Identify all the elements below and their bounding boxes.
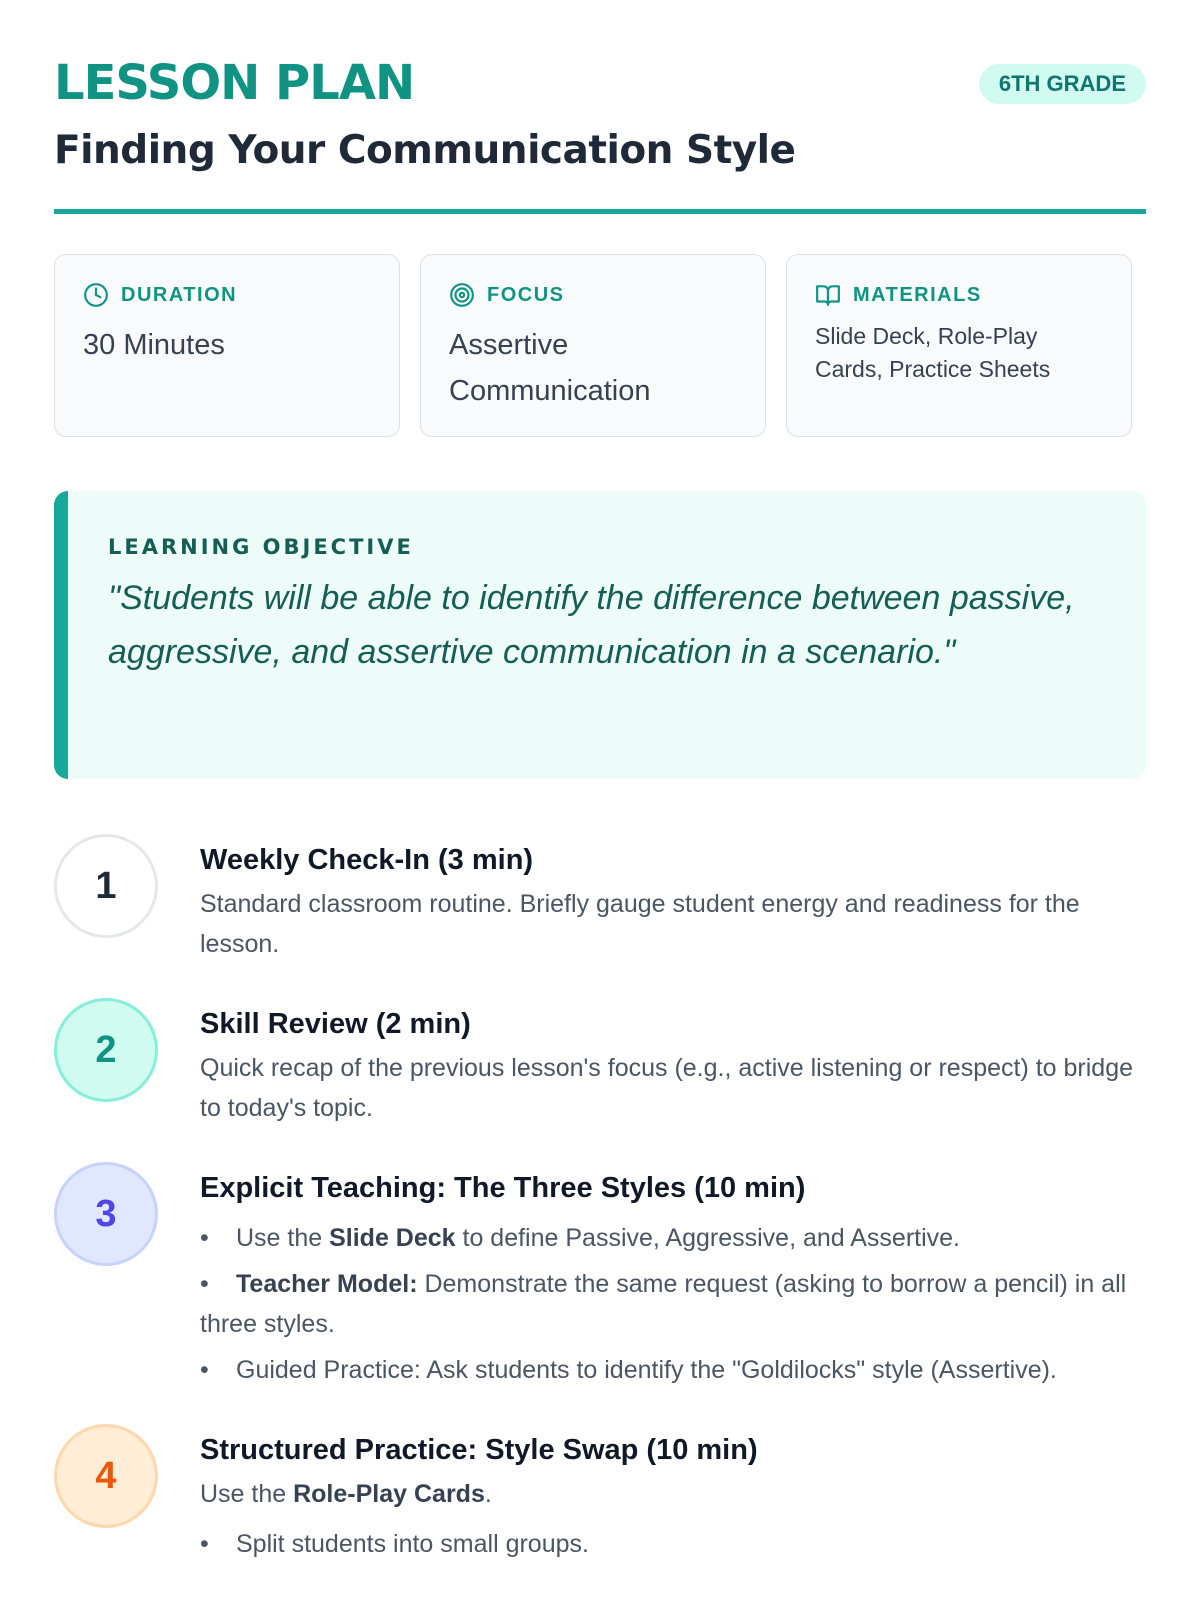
bullet-text: Use the <box>236 1224 330 1252</box>
card-label: FOCUS <box>487 283 565 306</box>
step-1 <box>54 834 1146 964</box>
step-description: Quick recap of the previous lesson's focus (e.g., active listening or respect) to bridge to today's topic. <box>200 1054 1134 1122</box>
bullet-item <box>200 1524 1146 1564</box>
step-description <box>200 1474 1146 1514</box>
lesson-title: Finding Your Communication Style <box>54 128 796 173</box>
step-title: Skill Review (2 min) <box>200 1008 471 1040</box>
step-bullets <box>200 1524 1146 1564</box>
step-number: 1 <box>54 834 158 938</box>
step-4 <box>54 1424 1146 1564</box>
target-icon <box>449 282 475 308</box>
card-value: Slide Deck, Role-Play Cards, Practice Sheets <box>815 323 1051 382</box>
lesson-steps <box>54 834 1146 1598</box>
book-open-icon <box>815 282 841 308</box>
bullet-text: Guided Practice: Ask students to identify the "Goldilocks" style (Assertive). <box>236 1356 1057 1384</box>
step-description: Standard classroom routine. Briefly gauge student energy and readiness for the lesson. <box>200 890 1080 958</box>
bullet-text: to define Passive, Aggressive, and Assertive. <box>455 1224 961 1252</box>
header <box>54 0 1146 214</box>
bullet-item <box>200 1350 1146 1390</box>
step-number: 4 <box>54 1424 158 1528</box>
bullet-item <box>200 1264 1146 1344</box>
step-number: 3 <box>54 1162 158 1266</box>
learning-objective <box>54 491 1146 779</box>
card-value: 30 Minutes <box>83 329 225 361</box>
step-title: Explicit Teaching: The Three Styles (10 min) <box>200 1172 806 1204</box>
step-title: Weekly Check-In (3 min) <box>200 844 534 876</box>
bullet-item <box>200 1218 1146 1258</box>
desc-text: Use the <box>200 1480 294 1508</box>
clock-icon <box>83 282 109 308</box>
materials-card <box>786 254 1132 437</box>
desc-bold: Role-Play Cards <box>293 1480 485 1508</box>
step-number: 2 <box>54 998 158 1102</box>
step-3 <box>54 1162 1146 1390</box>
bullet-bold: Slide Deck <box>329 1224 456 1252</box>
step-bullets <box>200 1218 1146 1390</box>
lesson-plan-page <box>54 0 1146 1558</box>
card-header <box>83 282 371 308</box>
card-value: Assertive Communication <box>449 329 651 407</box>
focus-card <box>420 254 766 437</box>
step-title: Structured Practice: Style Swap (10 min) <box>200 1434 758 1466</box>
card-label: DURATION <box>121 283 238 306</box>
card-label: MATERIALS <box>853 283 982 306</box>
info-cards <box>54 254 1146 437</box>
step-2 <box>54 998 1146 1128</box>
bullet-text: Split students into small groups. <box>236 1530 589 1558</box>
duration-card <box>54 254 400 437</box>
objective-label: LEARNING OBJECTIVE <box>108 535 414 559</box>
bullet-text: Demonstrate the same request (asking to borrow a pencil) in all three styles. <box>200 1270 1127 1338</box>
objective-text: "Students will be able to identify the difference between passive, aggressive, and assertive communication in a scenario." <box>108 579 1075 671</box>
grade-badge: 6TH GRADE <box>979 64 1146 104</box>
card-header <box>449 282 737 308</box>
card-header <box>815 282 1103 308</box>
bullet-bold: Teacher Model: <box>236 1270 418 1298</box>
document-type-heading: LESSON PLAN <box>54 55 415 111</box>
desc-text: . <box>484 1480 492 1508</box>
